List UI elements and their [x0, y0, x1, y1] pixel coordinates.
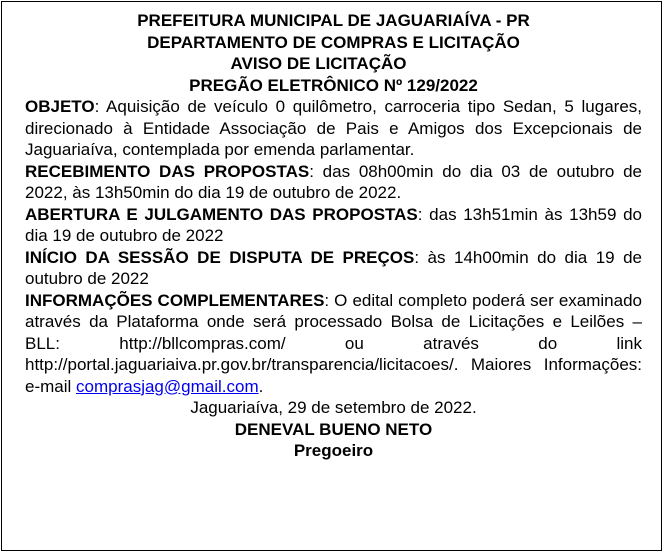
objeto-label: OBJETO — [25, 97, 95, 116]
section-objeto — [25, 96, 642, 161]
signer-name: DENEVAL BUENO NETO — [234, 419, 433, 439]
objeto-text: : Aquisição de veículo 0 quilômetro, carroceria tipo Sedan, 5 lugares, direcionado à Entidade Associação de Pais e Amigos dos Excepcionais de Jaguariaíva, contemplada por emenda parlamentar. — [25, 97, 642, 159]
inicio-label: INÍCIO DA SESSÃO DE DISPUTA DE PREÇOS — [25, 247, 415, 267]
abertura-label: ABERTURA E JULGAMENTO DAS PROPOSTAS — [25, 204, 418, 224]
place-date: Jaguariaíva, 29 de setembro de 2022. — [190, 398, 477, 417]
header-municipality: PREFEITURA MUNICIPAL DE JAGUARIAÍVA - PR — [137, 11, 530, 30]
header-auction-number: PREGÃO ELETRÔNICO Nº 129/2022 — [189, 75, 478, 95]
signer-role: Pregoeiro — [293, 441, 374, 460]
email-link[interactable]: comprasjag@gmail.com — [76, 376, 259, 396]
recebimento-label: RECEBIMENTO DAS PROPOSTAS — [25, 161, 310, 181]
informacoes-text: : O edital completo poderá ser examinado através da Plataforma onde será processado Bolsa de Licitações e Leilões – BLL: http://bllcompras.com/ ou através do link http://portal.jaguariaiva.pr.gov.br/transparencia/licitacoes/. Maiores Informações: e-mail — [25, 290, 642, 396]
section-inicio — [25, 247, 642, 290]
recebimento-text: : das 08h00min do dia 03 de outubro de 2022, às 13h50min do dia 19 de outubro de 2022. — [25, 161, 642, 202]
notice-content — [25, 10, 642, 462]
header-department: DEPARTAMENTO DE COMPRAS E LICITAÇÃO — [147, 32, 520, 52]
informacoes-end: . — [258, 376, 264, 396]
section-informacoes — [25, 290, 642, 398]
section-abertura — [25, 204, 642, 247]
abertura-text: : das 13h51min às 13h59 do dia 19 de outubro de 2022 — [25, 204, 642, 245]
notice-frame — [1, 1, 662, 551]
inicio-text: : às 14h00min do dia 19 de outubro de 2022 — [25, 247, 642, 288]
informacoes-label: INFORMAÇÕES COMPLEMENTARES — [25, 290, 325, 310]
header-notice-type: AVISO DE LICITAÇÃO — [230, 54, 407, 73]
section-recebimento — [25, 161, 642, 204]
